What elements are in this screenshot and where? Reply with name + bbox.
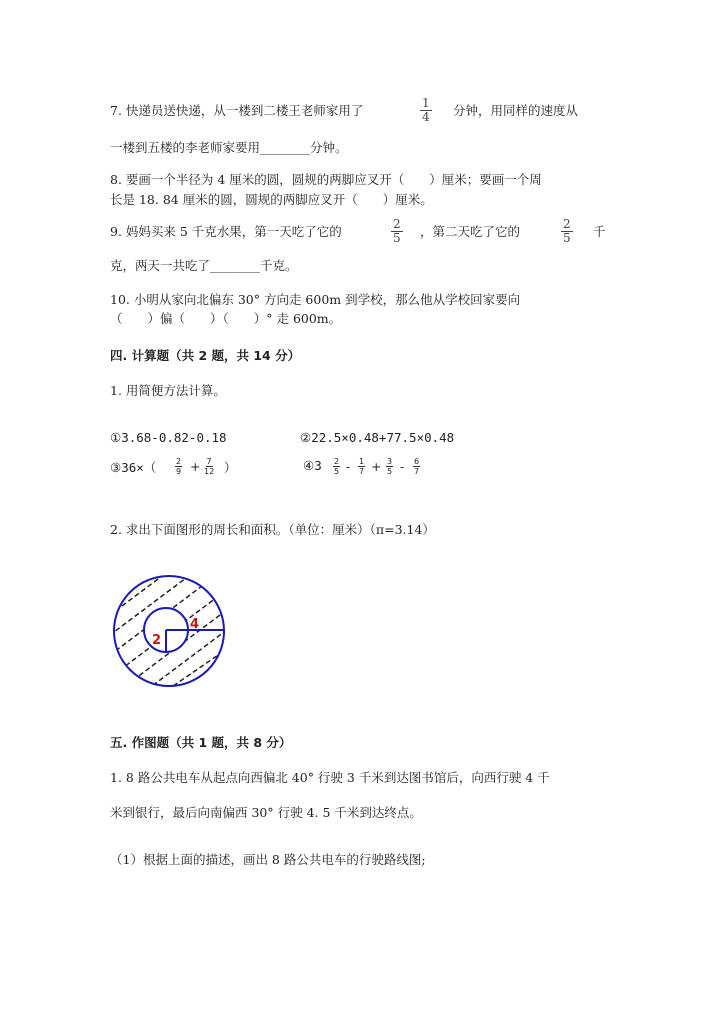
q8-text: 8. 要画一个半径为 4 厘米的圆，圆规的两脚应叉开（ ）厘米；要画一个周 [110, 172, 542, 187]
minus-sign: - [400, 459, 405, 474]
expr-4-frac-4: 6 7 [414, 457, 420, 476]
sec4-q1: 1. 用简便方法计算。 [110, 383, 226, 398]
q9-text-d: 克，两天一共吃了________千克。 [110, 258, 298, 273]
plus-sign: + [371, 459, 382, 474]
q9-text: 9. 妈妈买来 5 千克水果，第一天吃了它的 [110, 224, 342, 239]
plus-sign: + [190, 459, 201, 474]
expr-3-frac-2: 7 12 [204, 457, 215, 476]
sec5-sub1: （1）根据上面的描述，画出 8 路公共电车的行驶路线图; [110, 852, 426, 867]
annulus-figure [110, 570, 230, 695]
expr-3-end: ） [224, 460, 237, 475]
q7-text-c: 一楼到五楼的李老师家要用________分钟。 [110, 140, 348, 155]
q9-text-b: ，第二天吃了它的 [420, 224, 521, 239]
q10-text-b: （ ）偏（ ）（ ）° 走 600m。 [110, 311, 342, 326]
q9-fraction-2: 2 5 [563, 217, 571, 245]
sec4-q2: 2. 求出下面图形的周长和面积。（单位：厘米）（π=3.14） [110, 522, 435, 537]
section-4-title: 四. 计算题（共 2 题，共 14 分） [110, 348, 301, 363]
expr-4-frac-2: 1 7 [359, 457, 365, 476]
sec5-q1: 1. 8 路公共电车从起点向西偏北 40° 行驶 3 千米到达图书馆后，向西行驶 4 千 [110, 770, 550, 785]
expr-2: ②22.5×0.48+77.5×0.48 [300, 430, 455, 445]
expr-4-frac-3: 3 5 [387, 457, 393, 476]
q7-text: 7. 快递员送快递，从一楼到二楼王老师家用了 [110, 103, 364, 118]
q9-text-c: 千 [593, 224, 606, 239]
sec5-q1-b: 米到银行，最后向南偏西 30° 行驶 4. 5 千米到达终点。 [110, 805, 422, 820]
inner-radius-label: 2 [152, 633, 162, 648]
q9-fraction-1: 2 5 [393, 217, 401, 245]
expr-3-start: ③36×（ [110, 460, 157, 475]
expr-4-start: ④3 [303, 458, 322, 473]
expr-3-frac-1: 2 9 [176, 457, 182, 476]
expr-1: ①3.68-0.82-0.18 [110, 430, 227, 445]
section-5-title: 五. 作图题（共 1 题，共 8 分） [110, 735, 292, 750]
outer-radius-label: 4 [190, 617, 200, 632]
q8-text-b: 长是 18. 84 厘米的圆，圆规的两脚应叉开（ ）厘米。 [110, 192, 433, 207]
q7-fraction: 1 4 [422, 96, 430, 124]
q10-text: 10. 小明从家向北偏东 30° 方向走 600m 到学校，那么他从学校回家要向 [110, 292, 521, 307]
hatching [110, 570, 230, 695]
minus-sign: - [346, 459, 351, 474]
q7-text-b: 分钟，用同样的速度从 [453, 103, 579, 118]
expr-4-frac-1: 2 5 [334, 457, 340, 476]
